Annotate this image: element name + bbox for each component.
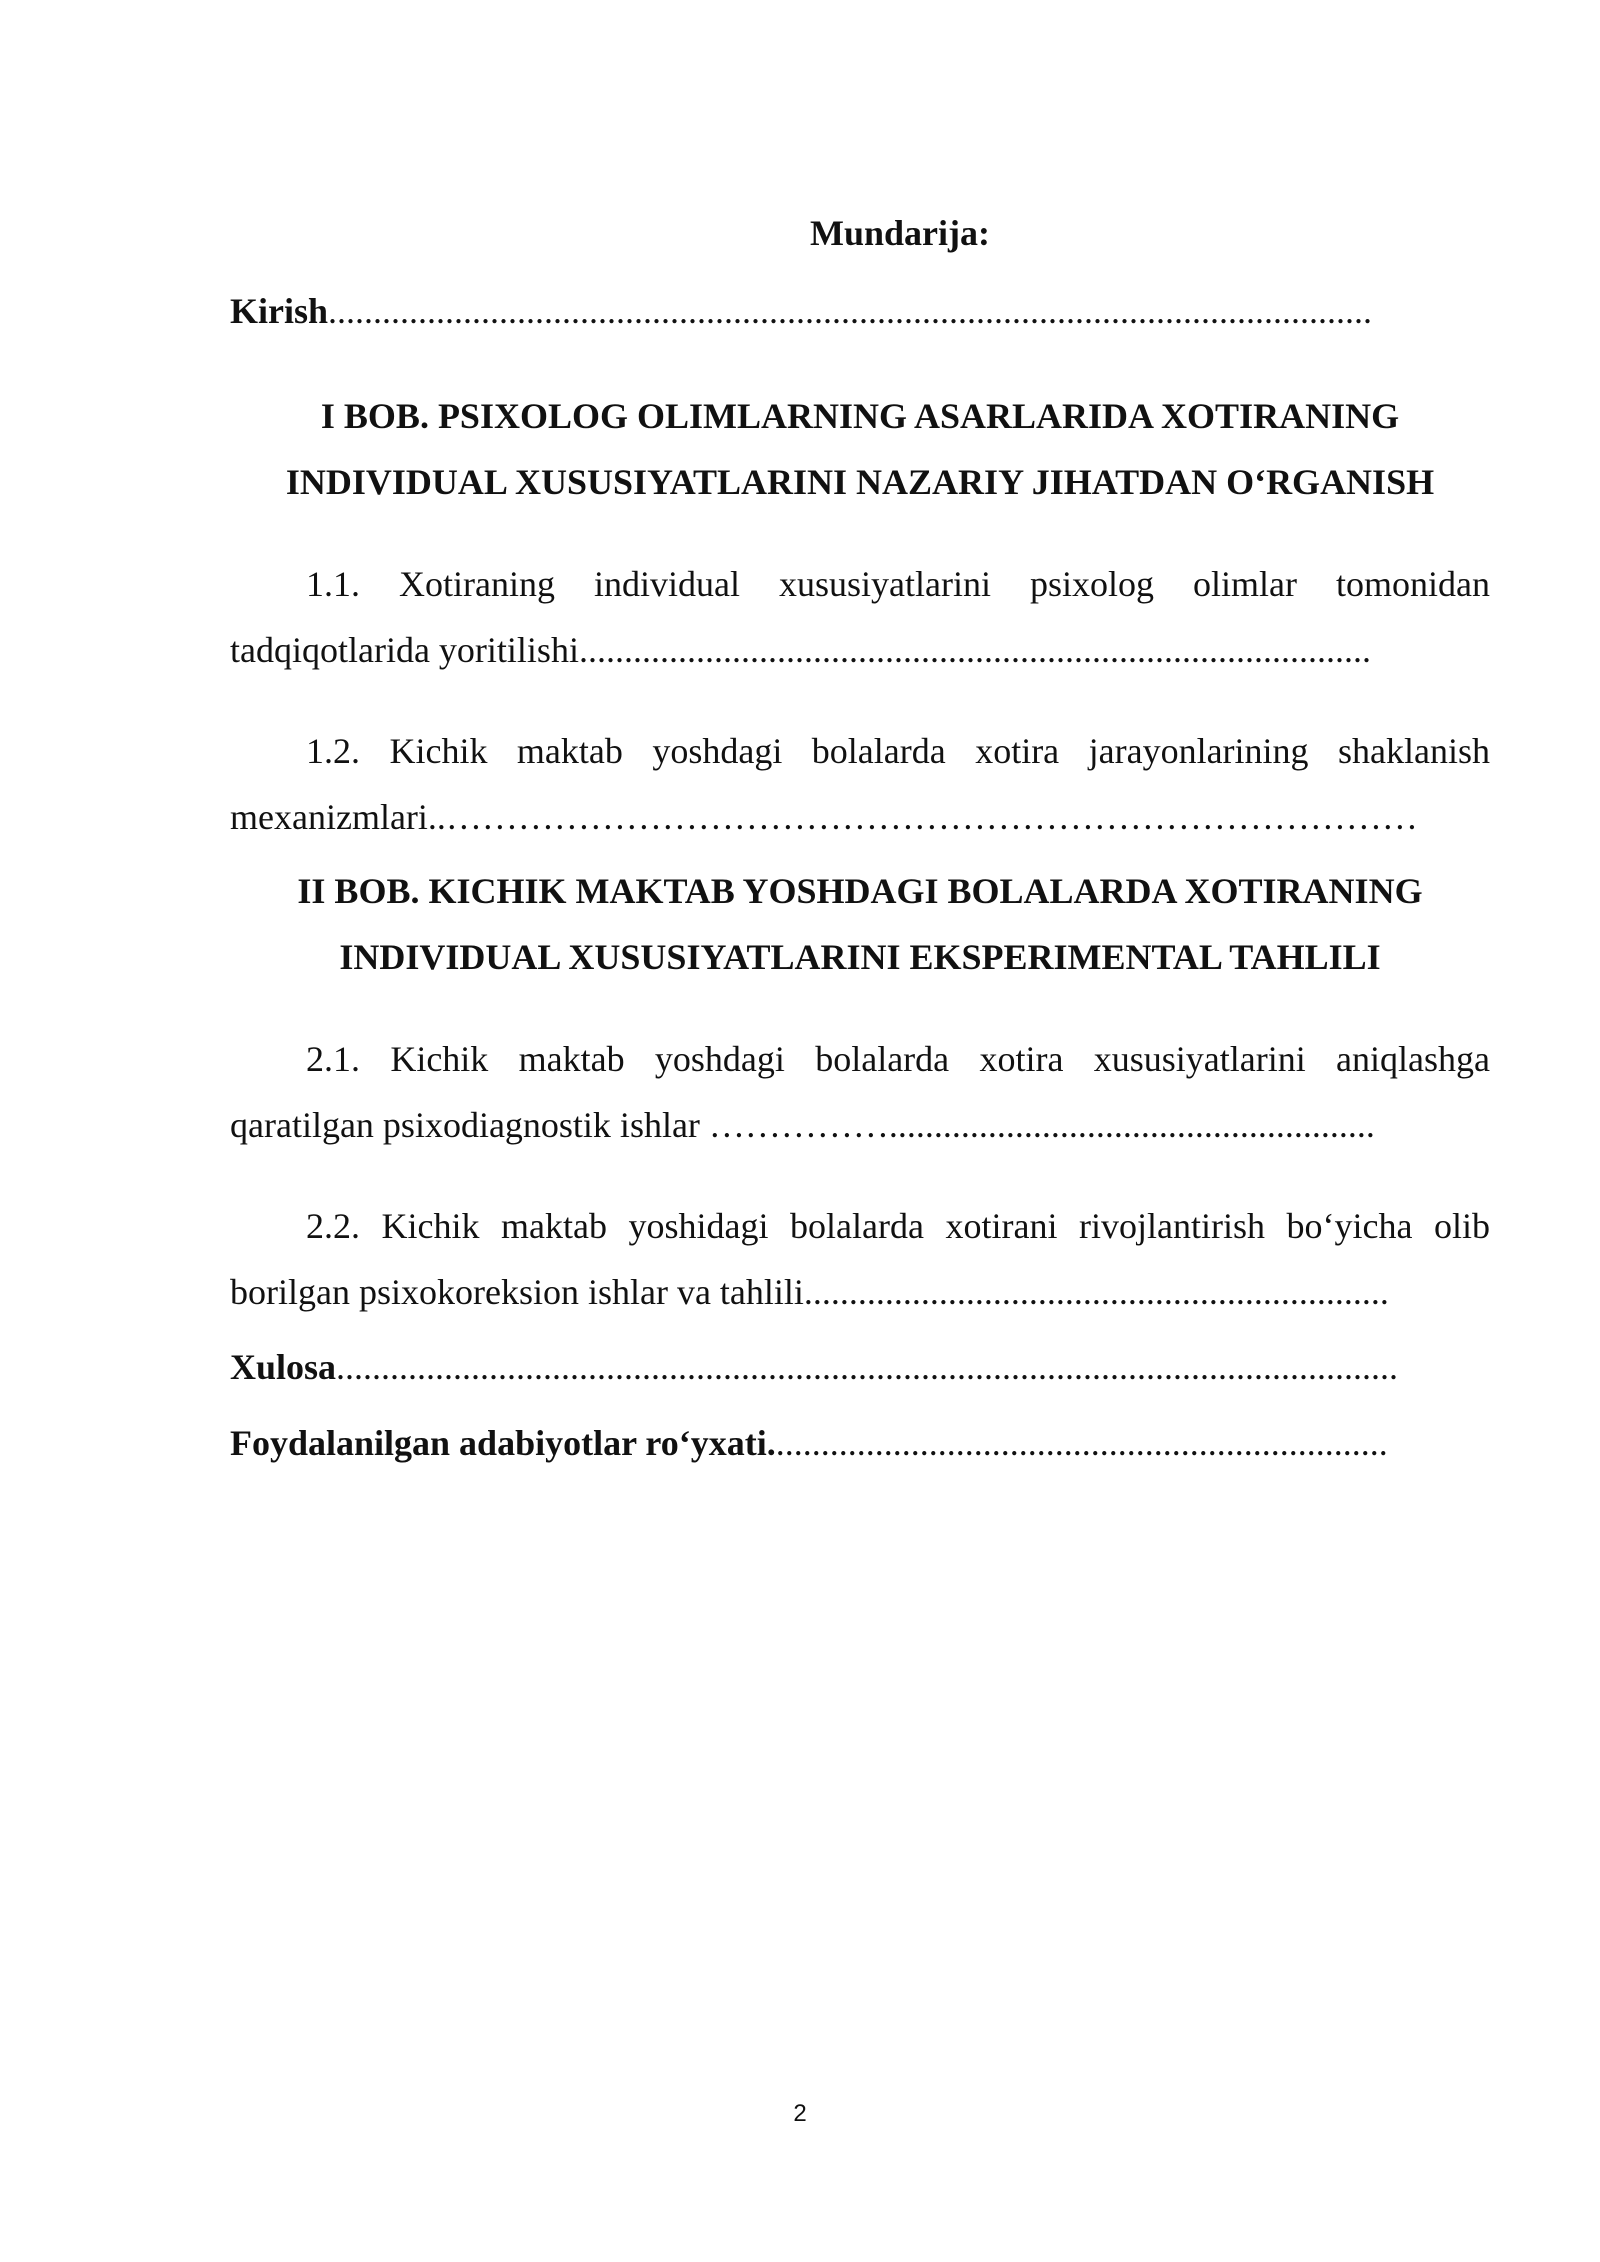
conclusion-leader: ...................................................................................................................... [336, 1347, 1399, 1387]
toc-entry-2-1 [230, 1026, 1490, 1158]
chapter-1-heading [230, 383, 1490, 515]
toc-entry-conclusion [230, 1346, 1490, 1388]
intro-label: Kirish [230, 291, 329, 331]
chapter-1-line-2: INDIVIDUAL XUSUSIYATLARINI NAZARIY JIHATDAN O‘RGANISH [285, 462, 1435, 502]
section-2-2-line-1: 2.2. Kichik maktab yoshidagi bolalarda xotirani rivojlantirish bo‘yicha olib [306, 1206, 1490, 1246]
toc-entry-2-2 [230, 1193, 1490, 1325]
intro-leader: .................................................................................................................... [328, 291, 1373, 331]
toc-entry-intro [230, 290, 1490, 332]
section-1-1-line-1: 1.1. Xotiraning individual xususiyatlarini psixolog olimlar tomonidan [306, 564, 1490, 604]
section-2-1-line-2: qaratilgan psixodiagnostik ishlar ……………...................................................... [230, 1105, 1375, 1145]
chapter-1-line-1: I BOB. PSIXOLOG OLIMLARNING ASARLARIDA XOTIRANING [320, 396, 1400, 436]
page-number: 2 [793, 2100, 807, 2127]
chapter-2-heading [230, 858, 1490, 990]
references-label: Foydalanilgan adabiyotlar ro‘yxati. [230, 1423, 776, 1463]
toc-entry-1-1 [230, 551, 1490, 683]
section-1-2-line-1: 1.2. Kichik maktab yoshdagi bolalarda xotira jarayonlarining shaklanish [306, 731, 1490, 771]
toc-entry-1-2 [230, 718, 1490, 850]
section-1-1-line-2: tadqiqotlarida yoritilishi........................................................................................ [230, 630, 1371, 670]
conclusion-label: Xulosa [230, 1347, 337, 1387]
chapter-2-line-2: INDIVIDUAL XUSUSIYATLARINI EKSPERIMENTAL TAHLILI [339, 937, 1381, 977]
chapter-2-line-1: II BOB. KICHIK MAKTAB YOSHDAGI BOLALARDA XOTIRANING [297, 871, 1423, 911]
section-2-2-line-2: borilgan psixokoreksion ishlar va tahlili................................................................. [230, 1272, 1389, 1312]
section-2-1-line-1: 2.1. Kichik maktab yoshdagi bolalarda xotira xususiyatlarini aniqlashga [306, 1039, 1490, 1079]
toc-entry-references [230, 1422, 1490, 1464]
toc-title: Mundarija: [810, 213, 990, 253]
references-leader: .................................................................... [775, 1423, 1388, 1463]
section-1-2-line-2: mexanizmlari..……………………………………………………………………… [230, 797, 1418, 837]
